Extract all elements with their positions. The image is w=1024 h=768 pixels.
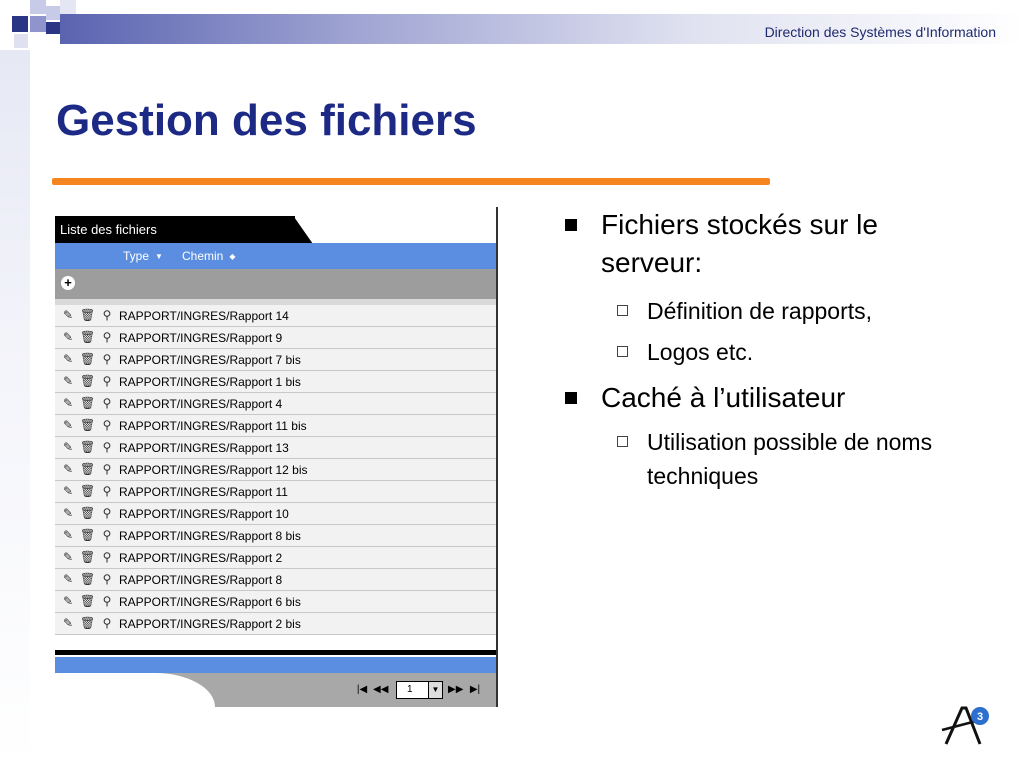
table-row[interactable] (55, 393, 496, 415)
sub-bullet-text: Logos etc. (647, 339, 754, 365)
file-path[interactable]: RAPPORT/INGRES/Rapport 8 (119, 573, 283, 587)
bullet-text: Fichiers stockés sur le serveur: (601, 209, 878, 278)
first-page-icon[interactable]: |◀ (356, 684, 368, 695)
table-row[interactable] (55, 305, 496, 327)
pencil-icon[interactable]: ✎ (62, 484, 74, 498)
hollow-square-bullet-icon (617, 436, 628, 447)
page-title: Gestion des fichiers (56, 96, 477, 145)
deco-square (14, 34, 28, 48)
file-path[interactable]: RAPPORT/INGRES/Rapport 4 (119, 397, 283, 411)
column-type-label: Type (123, 249, 150, 263)
magnifier-icon[interactable]: ⚲ (102, 506, 112, 520)
pencil-icon[interactable]: ✎ (62, 616, 74, 630)
trash-icon[interactable]: 🗑 (80, 396, 96, 410)
square-bullet-icon (565, 219, 577, 231)
pencil-icon[interactable]: ✎ (62, 396, 74, 410)
pencil-icon[interactable]: ✎ (62, 374, 74, 388)
file-path[interactable]: RAPPORT/INGRES/Rapport 10 (119, 507, 289, 521)
trash-icon[interactable]: 🗑 (80, 308, 96, 322)
pencil-icon[interactable]: ✎ (62, 550, 74, 564)
company-logo (940, 700, 992, 750)
file-path[interactable]: RAPPORT/INGRES/Rapport 7 bis (119, 353, 301, 367)
sub-bullet-text: Définition de rapports, (647, 298, 873, 324)
sort-down-icon: ▼ (155, 252, 163, 262)
column-chemin-label: Chemin (182, 249, 224, 263)
trash-icon[interactable]: 🗑 (80, 418, 96, 432)
table-row[interactable] (55, 525, 496, 547)
magnifier-icon[interactable]: ⚲ (102, 352, 112, 366)
table-row[interactable] (55, 547, 496, 569)
trash-icon[interactable]: 🗑 (80, 506, 96, 520)
table-row[interactable] (55, 415, 496, 437)
table-row[interactable] (55, 437, 496, 459)
deco-square (46, 6, 60, 20)
left-decor-strip (0, 50, 30, 768)
file-path[interactable]: RAPPORT/INGRES/Rapport 14 (119, 309, 289, 323)
top-banner (0, 0, 1024, 50)
magnifier-icon[interactable]: ⚲ (102, 462, 112, 476)
table-row[interactable] (55, 613, 496, 635)
file-list (55, 305, 496, 635)
trash-icon[interactable]: 🗑 (80, 594, 96, 608)
trash-icon[interactable]: 🗑 (80, 528, 96, 542)
page-number: 1 (407, 684, 413, 695)
deco-square (30, 0, 46, 14)
trash-icon[interactable]: 🗑 (80, 352, 96, 366)
pencil-icon[interactable]: ✎ (62, 440, 74, 454)
plus-circle-icon[interactable]: + (61, 276, 75, 290)
pencil-icon[interactable]: ✎ (62, 462, 74, 476)
last-page-icon[interactable]: ▶| (469, 684, 481, 695)
pencil-icon[interactable]: ✎ (62, 308, 74, 322)
table-row[interactable] (55, 327, 496, 349)
sub-bullet-text: Utilisation possible de noms techniques (647, 429, 933, 489)
file-path[interactable]: RAPPORT/INGRES/Rapport 1 bis (119, 375, 301, 389)
table-row[interactable] (55, 591, 496, 613)
column-chemin[interactable] (182, 249, 236, 263)
table-row[interactable] (55, 503, 496, 525)
trash-icon[interactable]: 🗑 (80, 572, 96, 586)
department-label: Direction des Systèmes d'Information (764, 24, 996, 40)
file-path[interactable]: RAPPORT/INGRES/Rapport 2 bis (119, 617, 301, 631)
magnifier-icon[interactable]: ⚲ (102, 330, 112, 344)
panel-title: Liste des fichiers (55, 216, 295, 244)
deco-square (12, 16, 28, 32)
file-path[interactable]: RAPPORT/INGRES/Rapport 8 bis (119, 529, 301, 543)
magnifier-icon[interactable]: ⚲ (102, 550, 112, 564)
deco-square (30, 16, 46, 32)
chevron-down-icon: ▼ (428, 682, 442, 698)
pencil-icon[interactable]: ✎ (62, 352, 74, 366)
file-path[interactable]: RAPPORT/INGRES/Rapport 12 bis (119, 463, 308, 477)
trash-icon[interactable]: 🗑 (80, 484, 96, 498)
file-path[interactable]: RAPPORT/INGRES/Rapport 11 bis (119, 419, 307, 433)
title-underline (52, 178, 770, 185)
trash-icon[interactable]: 🗑 (80, 462, 96, 476)
file-path[interactable]: RAPPORT/INGRES/Rapport 6 bis (119, 595, 301, 609)
table-row[interactable] (55, 569, 496, 591)
trash-icon[interactable]: 🗑 (80, 440, 96, 454)
table-row[interactable] (55, 349, 496, 371)
table-row[interactable] (55, 371, 496, 393)
magnifier-icon[interactable]: ⚲ (102, 374, 112, 388)
pencil-icon[interactable]: ✎ (62, 418, 74, 432)
panel-footer-line (55, 650, 496, 655)
column-type[interactable] (123, 249, 163, 263)
column-header-bar (55, 243, 496, 269)
sort-dot-icon: ◆ (229, 252, 236, 262)
pencil-icon[interactable]: ✎ (62, 594, 74, 608)
panel-toolbar (55, 269, 496, 299)
magnifier-icon[interactable]: ⚲ (102, 418, 112, 432)
table-row[interactable] (55, 459, 496, 481)
magnifier-icon[interactable]: ⚲ (102, 308, 112, 322)
square-bullet-icon (565, 392, 577, 404)
bullet-text: Caché à l’utilisateur (601, 382, 846, 413)
file-path[interactable]: RAPPORT/INGRES/Rapport 13 (119, 441, 289, 455)
svg-text:3: 3 (976, 711, 984, 723)
deco-square (60, 0, 76, 14)
trash-icon[interactable]: 🗑 (80, 374, 96, 388)
deco-square (46, 22, 60, 34)
page-select[interactable] (396, 681, 443, 699)
magnifier-icon[interactable]: ⚲ (102, 594, 112, 608)
magnifier-icon[interactable]: ⚲ (102, 572, 112, 586)
file-path[interactable]: RAPPORT/INGRES/Rapport 2 (119, 551, 283, 565)
hollow-square-bullet-icon (617, 305, 628, 316)
pencil-icon[interactable]: ✎ (62, 506, 74, 520)
magnifier-icon[interactable]: ⚲ (102, 396, 112, 410)
pencil-icon[interactable]: ✎ (62, 330, 74, 344)
panel-footer-bar (55, 657, 496, 673)
trash-icon[interactable]: 🗑 (80, 330, 96, 344)
file-list-panel (55, 207, 498, 707)
next-page-icon[interactable]: ▶▶ (448, 684, 464, 695)
pencil-icon[interactable]: ✎ (62, 572, 74, 586)
trash-icon[interactable]: 🗑 (80, 550, 96, 564)
trash-icon[interactable]: 🗑 (80, 616, 96, 630)
magnifier-icon[interactable]: ⚲ (102, 528, 112, 542)
file-path[interactable]: RAPPORT/INGRES/Rapport 9 (119, 331, 283, 345)
magnifier-icon[interactable]: ⚲ (102, 484, 112, 498)
table-row[interactable] (55, 481, 496, 503)
file-path[interactable]: RAPPORT/INGRES/Rapport 11 (119, 485, 288, 499)
hollow-square-bullet-icon (617, 346, 628, 357)
pencil-icon[interactable]: ✎ (62, 528, 74, 542)
magnifier-icon[interactable]: ⚲ (102, 440, 112, 454)
prev-page-icon[interactable]: ◀◀ (373, 684, 389, 695)
magnifier-icon[interactable]: ⚲ (102, 616, 112, 630)
